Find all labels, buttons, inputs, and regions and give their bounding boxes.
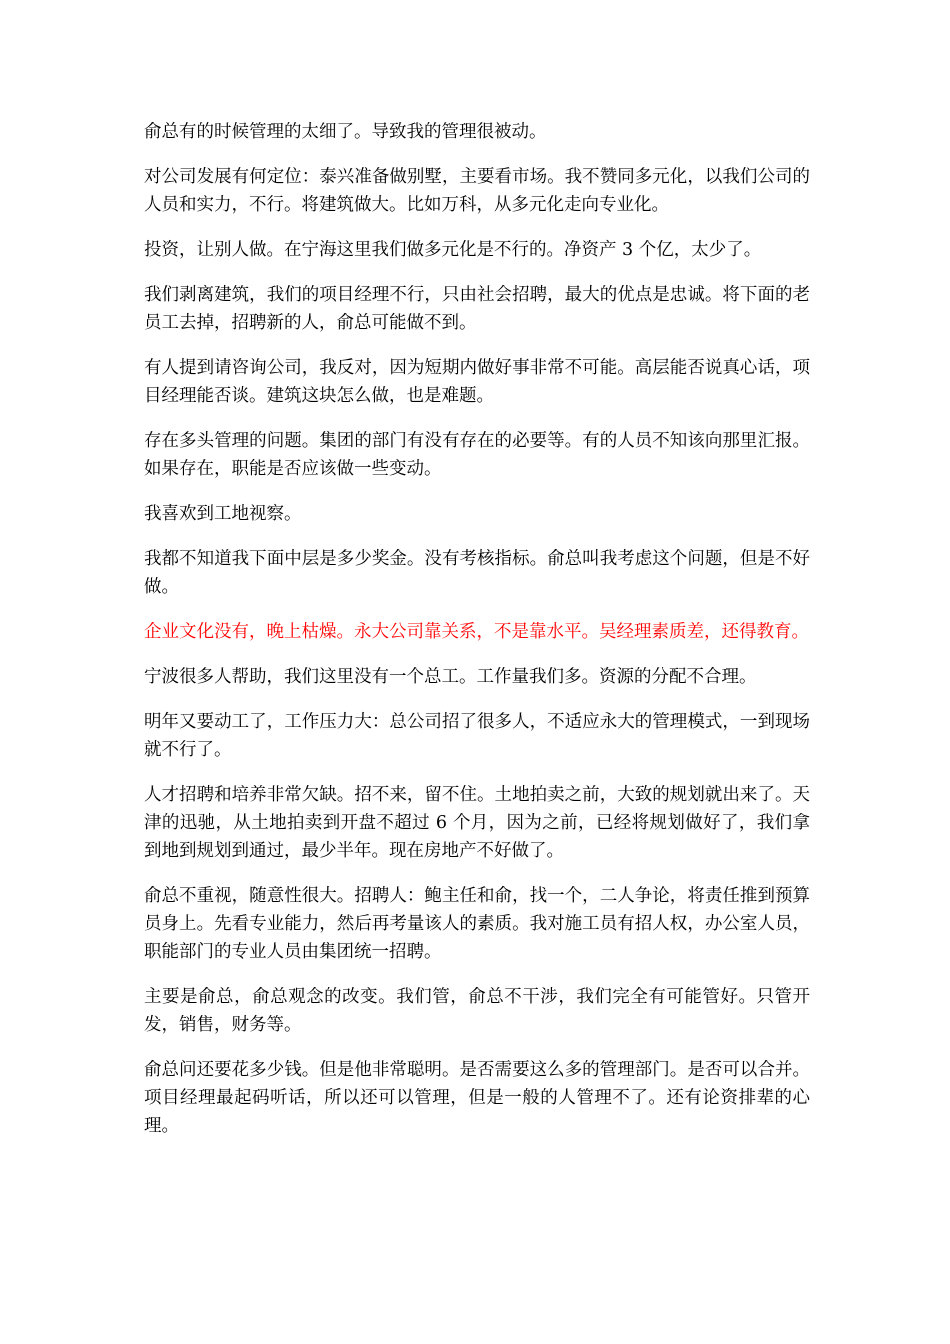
paragraph-4: 我们剥离建筑，我们的项目经理不行，只由社会招聘，最大的优点是忠诚。将下面的老员工去掉，招聘新的人，俞总可能做不到。 <box>144 285 810 333</box>
paragraph-15: 俞总问还要花多少钱。但是他非常聪明。是否需要这么多的管理部门。是否可以合并。项目经理最起码听话，所以还可以管理，但是一般的人管理不了。还有论资排辈的心理。 <box>144 1060 810 1136</box>
paragraph-14: 主要是俞总，俞总观念的改变。我们管，俞总不干涉，我们完全有可能管好。只管开发，销售，财务等。 <box>144 987 810 1035</box>
paragraph-7: 我喜欢到工地视察。 <box>144 504 302 524</box>
paragraph-11: 明年又要动工了，工作压力大：总公司招了很多人，不适应永大的管理模式，一到现场就不行了。 <box>144 712 810 760</box>
paragraph-8: 我都不知道我下面中层是多少奖金。没有考核指标。俞总叫我考虑这个问题，但是不好做。 <box>144 549 810 597</box>
paragraph-2: 对公司发展有何定位：泰兴准备做别墅，主要看市场。我不赞同多元化，以我们公司的人员和实力，不行。将建筑做大。比如万科，从多元化走向专业化。 <box>144 167 810 215</box>
paragraph-10: 宁波很多人帮助，我们这里没有一个总工。工作量我们多。资源的分配不合理。 <box>144 667 757 687</box>
document-page <box>144 118 810 1157</box>
paragraph-1: 俞总有的时候管理的太细了。导致我的管理很被动。 <box>144 122 547 142</box>
paragraph-13: 俞总不重视，随意性很大。招聘人：鲍主任和俞，找一个，二人争论，将责任推到预算员身上。先看专业能力，然后再考量该人的素质。我对施工员有招人权，办公室人员，职能部门的专业人员由集团统一招聘。 <box>144 886 810 962</box>
paragraph-5: 有人提到请咨询公司，我反对，因为短期内做好事非常不可能。高层能否说真心话，项目经理能否谈。建筑这块怎么做，也是难题。 <box>144 358 810 406</box>
paragraph-3: 投资，让别人做。在宁海这里我们做多元化是不行的。净资产 3 个亿，太少了。 <box>144 240 762 260</box>
paragraph-6: 存在多头管理的问题。集团的部门有没有存在的必要等。有的人员不知该向那里汇报。如果存在，职能是否应该做一些变动。 <box>144 431 810 479</box>
paragraph-9-highlighted: 企业文化没有，晚上枯燥。永大公司靠关系，不是靠水平。吴经理素质差，还得教育。 <box>144 622 809 642</box>
paragraph-12: 人才招聘和培养非常欠缺。招不来，留不住。土地拍卖之前，大致的规划就出来了。天津的迅驰，从土地拍卖到开盘不超过 6 个月，因为之前，已经将规划做好了，我们拿到地到规划到通过，最少半年。现在房地产不好做了。 <box>144 785 810 861</box>
